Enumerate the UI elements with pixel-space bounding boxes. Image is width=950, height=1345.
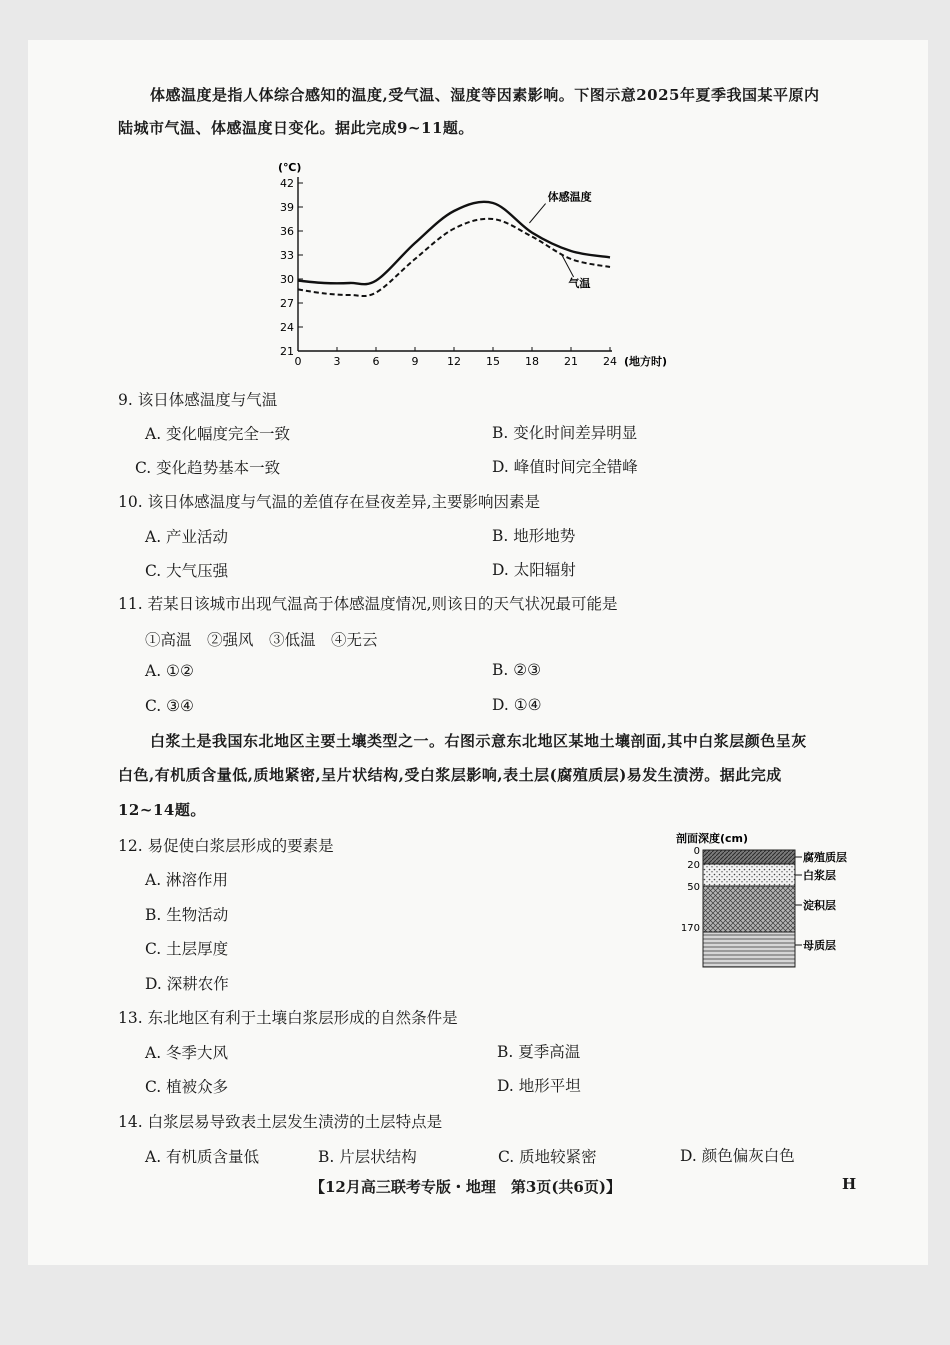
q12-option-c[interactable]: C. 土层厚度: [145, 940, 229, 958]
callout-apparent-temp: [529, 204, 545, 223]
q12-stem: 12. 易促使白浆层形成的要素是: [118, 837, 334, 855]
page-code: H: [842, 1175, 857, 1193]
q11-option-a[interactable]: A. ①②: [145, 662, 194, 680]
y-tick-label: 42: [280, 177, 294, 190]
q13-option-c[interactable]: C. 植被众多: [145, 1078, 229, 1096]
q12-option-d[interactable]: D. 深耕农作: [145, 975, 229, 993]
intro2-line2: 白色,有机质含量低,质地紧密,呈片状结构,受白浆层影响,表土层(腐殖质层)易发生渍涝。据此完成: [118, 766, 782, 784]
x-tick-label: 3: [333, 355, 341, 368]
y-tick-label: 27: [280, 297, 294, 310]
q14-option-c[interactable]: C. 质地较紧密: [498, 1148, 597, 1166]
soil-layer-parent: [703, 932, 795, 967]
q9-option-a[interactable]: A. 变化幅度完全一致: [145, 425, 291, 443]
q14-option-a[interactable]: A. 有机质含量低: [145, 1148, 260, 1166]
q14-stem: 14. 白浆层易导致表土层发生渍涝的土层特点是: [118, 1113, 443, 1131]
q11-option-b[interactable]: B. ②③: [492, 661, 542, 679]
layer-label-illuvial: 淀积层: [803, 899, 836, 912]
x-tick-label: 15: [486, 355, 500, 368]
x-tick-label: 24: [603, 355, 617, 368]
depth-170: 170: [680, 923, 700, 934]
chart-series: [298, 202, 610, 296]
soil-layer-humus: [703, 850, 795, 864]
y-tick-label: 39: [280, 201, 294, 214]
q10-option-d[interactable]: D. 太阳辐射: [492, 561, 576, 579]
q10-option-c[interactable]: C. 大气压强: [145, 562, 229, 580]
q11-stem: 11. 若某日该城市出现气温高于体感温度情况,则该日的天气状况最可能是: [118, 595, 618, 613]
x-tick-label: 18: [525, 355, 539, 368]
x-tick-label: 9: [411, 355, 419, 368]
soil-layer-illuvial: [703, 886, 795, 932]
series-label-apparent-temp: 体感温度: [547, 190, 592, 204]
chart-ticks: [280, 177, 617, 368]
intro2-line1: 白浆土是我国东北地区主要土壤类型之一。右图示意东北地区某地土壤剖面,其中白浆层颜色呈灰: [150, 732, 807, 750]
q13-option-a[interactable]: A. 冬季大风: [145, 1044, 229, 1062]
q9-option-d[interactable]: D. 峰值时间完全错峰: [492, 458, 638, 476]
q12-option-b[interactable]: B. 生物活动: [145, 906, 229, 924]
q11-items: ①高温 ②强风 ③低温 ④无云: [145, 631, 378, 649]
x-tick-label: 21: [564, 355, 578, 368]
x-tick-label: 6: [372, 355, 380, 368]
q9-stem: 9. 该日体感温度与气温: [118, 391, 278, 409]
x-axis-label: (地方时): [624, 355, 668, 368]
depth-20: 20: [687, 860, 700, 871]
layer-label-humus: 腐殖质层: [803, 851, 847, 864]
q14-option-d[interactable]: D. 颜色偏灰白色: [680, 1147, 795, 1165]
y-tick-label: 21: [280, 345, 294, 358]
depth-50: 50: [687, 882, 700, 893]
intro1-line2: 陆城市气温、体感温度日变化。据此完成9~11题。: [118, 119, 474, 137]
temperature-chart: [260, 155, 690, 375]
intro1-line1: 体感温度是指人体综合感知的温度,受气温、湿度等因素影响。下图示意2025年夏季我国某平原内: [150, 86, 820, 104]
q14-option-b[interactable]: B. 片层状结构: [318, 1148, 417, 1166]
series-line-apparent-temp: [298, 202, 610, 284]
q11-option-c[interactable]: C. ③④: [145, 697, 194, 715]
depth-0: 0: [693, 846, 700, 857]
soil-profile-diagram: [668, 828, 868, 973]
q10-stem: 10. 该日体感温度与气温的差值存在昼夜差异,主要影响因素是: [118, 493, 541, 511]
q9-option-b[interactable]: B. 变化时间差异明显: [492, 424, 638, 442]
soil-depth-title: 剖面深度(cm): [676, 832, 749, 845]
x-tick-label: 0: [294, 355, 302, 368]
y-tick-label: 36: [280, 225, 294, 238]
q13-stem: 13. 东北地区有利于土壤白浆层形成的自然条件是: [118, 1009, 458, 1027]
q9-option-c[interactable]: C. 变化趋势基本一致: [135, 459, 281, 477]
q12-option-a[interactable]: A. 淋溶作用: [145, 871, 229, 889]
intro2-line3: 12~14题。: [118, 801, 206, 819]
q10-option-a[interactable]: A. 产业活动: [145, 528, 229, 546]
y-unit-label: (℃): [278, 161, 302, 174]
chart-labels: [278, 161, 667, 368]
page-footer: 【12月高三联考专版・地理 第3页(共6页)】: [310, 1178, 621, 1196]
y-tick-label: 33: [280, 249, 294, 262]
y-tick-label: 30: [280, 273, 294, 286]
layer-label-parent: 母质层: [803, 939, 836, 952]
x-tick-label: 12: [447, 355, 461, 368]
series-label-air-temp: 气温: [568, 277, 591, 290]
layer-label-albic: 白浆层: [803, 869, 836, 882]
q10-option-b[interactable]: B. 地形地势: [492, 527, 576, 545]
q13-option-d[interactable]: D. 地形平坦: [497, 1077, 581, 1095]
y-tick-label: 24: [280, 321, 294, 334]
q13-option-b[interactable]: B. 夏季高温: [497, 1043, 581, 1061]
soil-layer-albic: [703, 864, 795, 886]
q11-option-d[interactable]: D. ①④: [492, 696, 542, 714]
